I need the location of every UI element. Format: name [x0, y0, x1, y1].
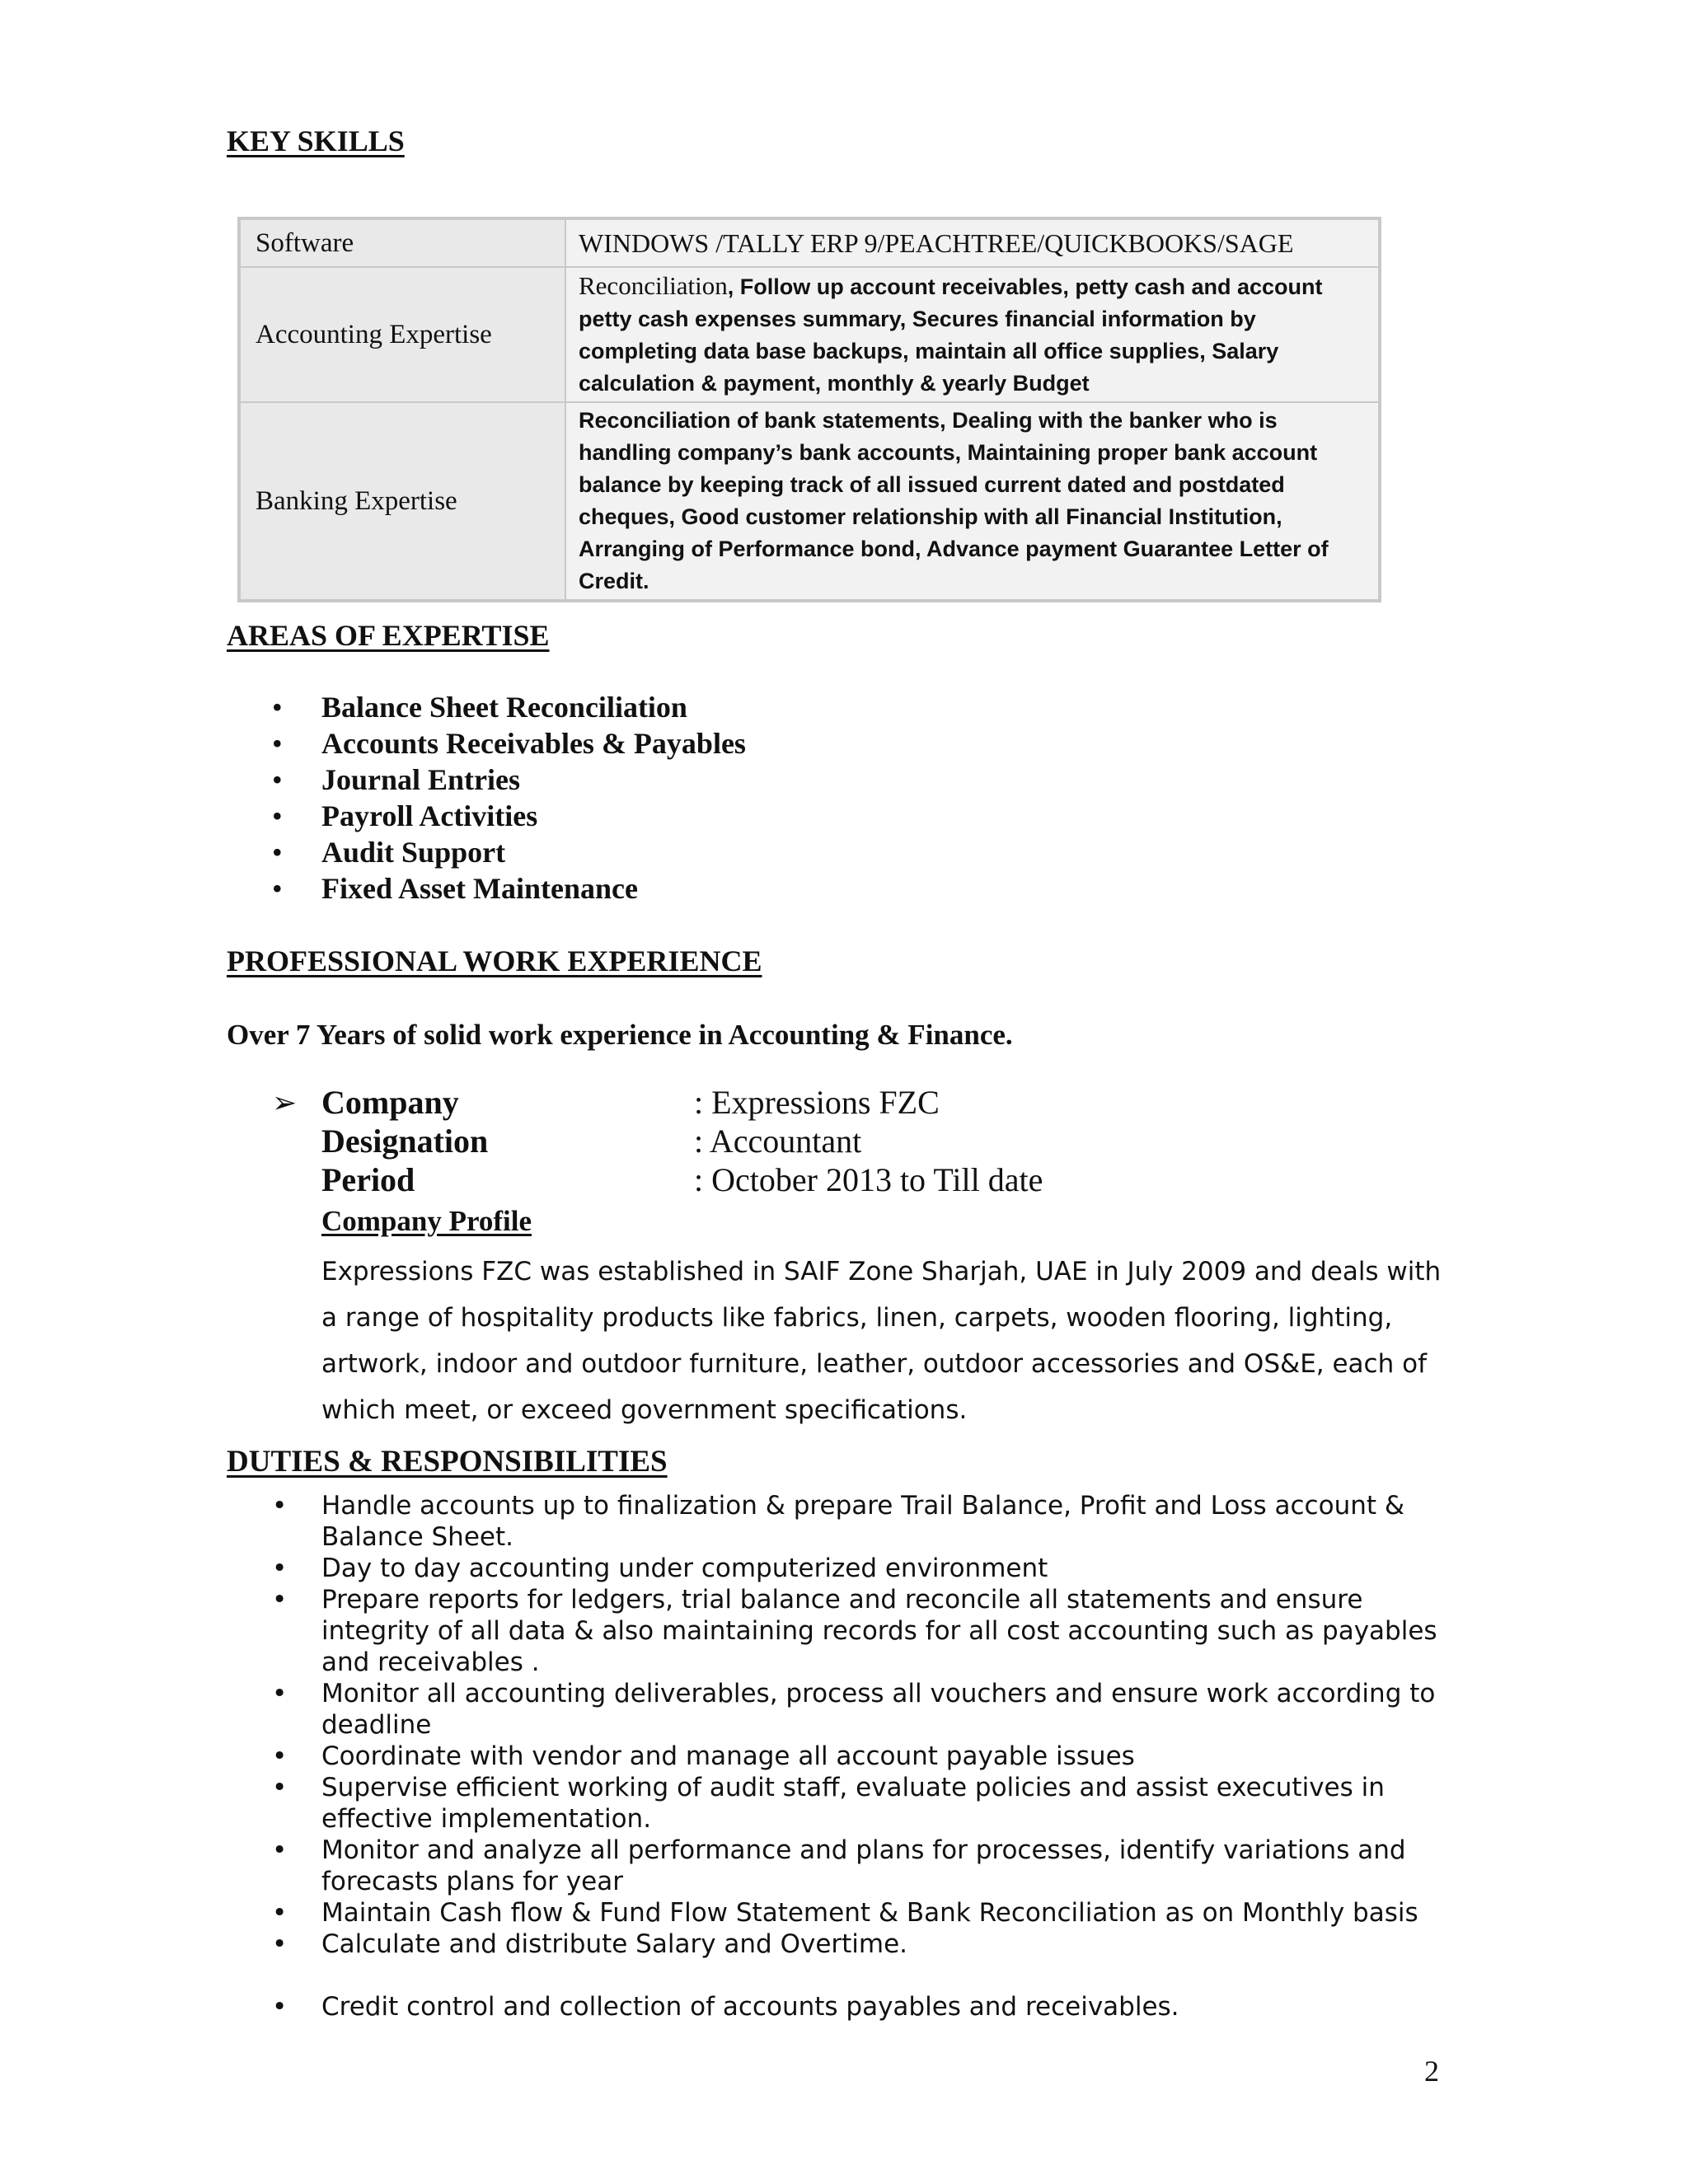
skill-value: Reconciliation of bank statements, Dealing with the banker who is handling company’s bank accounts, Maintaining proper bank account balance by keeping track of all issued current dated and postdated cheques, Good customer relationship with all Financial Institution, Arranging of Performance bond, Advance payment Guarantee Letter of Credit.: [565, 402, 1380, 601]
duties-list: [272, 1490, 1459, 2022]
skill-label: Banking Expertise: [239, 402, 565, 601]
skill-value: [565, 267, 1380, 402]
list-item: • Audit Support: [272, 834, 746, 870]
company-profile-text: Expressions FZC was established in SAIF Zone Sharjah, UAE in July 2009 and deals with a range of hospitality products like fabrics, linen, carpets, wooden flooring, lighting, artwork, indoor and outdoor furniture, leather, outdoor accessories and OS&E, each of which meet, or exceed government specifications.: [321, 1257, 1442, 1425]
experience-intro: Over 7 Years of solid work experience in Accounting & Finance.: [227, 1019, 1013, 1051]
table-row: [239, 402, 1380, 601]
skill-value: WINDOWS /TALLY ERP 9/PEACHTREE/QUICKBOOKS/SAGE: [565, 218, 1380, 267]
list-item: • Maintain Cash flow & Fund Flow Statement & Bank Reconciliation as on Monthly basis: [272, 1897, 1459, 1929]
skill-label: Software: [239, 218, 565, 267]
company-profile-title: Company Profile: [321, 1205, 532, 1237]
skill-value-lead: Reconciliation: [579, 271, 728, 300]
period-value: : October 2013 to Till date: [694, 1161, 1043, 1198]
list-item: • Journal Entries: [272, 762, 746, 798]
list-item: • Monitor all accounting deliverables, process all vouchers and ensure work according to deadline: [272, 1678, 1459, 1741]
designation-label: Designation: [321, 1122, 489, 1160]
skill-value-rest: , Follow up account receivables, petty cash and account petty cash expenses summary, Secures financial information by completing data base backups, maintain all office supplies, Salary calculation & payment, monthly & yearly Budget: [579, 274, 1323, 396]
list-item: • Fixed Asset Maintenance: [272, 870, 746, 907]
list-item: • Supervise efficient working of audit staff, evaluate policies and assist executives in effective implementation.: [272, 1772, 1459, 1835]
list-item: • Prepare reports for ledgers, trial balance and reconcile all statements and ensure integrity of all data & also maintaining records for all cost accounting such as payables and receivables .: [272, 1584, 1459, 1678]
designation-value: : Accountant: [694, 1122, 862, 1160]
table-row: [239, 218, 1380, 267]
list-item: • Handle accounts up to finalization & prepare Trail Balance, Profit and Loss account & Balance Sheet.: [272, 1490, 1459, 1553]
period-label: Period: [321, 1161, 415, 1198]
list-item: • Coordinate with vendor and manage all account payable issues: [272, 1741, 1459, 1772]
areas-list: [272, 689, 746, 907]
list-item: • Payroll Activities: [272, 798, 746, 834]
list-item: • Day to day accounting under computerized environment: [272, 1553, 1459, 1584]
experience-heading: PROFESSIONAL WORK EXPERIENCE: [227, 944, 762, 977]
table-row: [239, 267, 1380, 402]
list-item: • Monitor and analyze all performance and plans for processes, identify variations and forecasts plans for year: [272, 1835, 1459, 1897]
list-item: • Balance Sheet Reconciliation: [272, 689, 746, 725]
list-item: • Accounts Receivables & Payables: [272, 725, 746, 762]
areas-heading: AREAS OF EXPERTISE: [227, 619, 550, 652]
key-skills-table: [237, 217, 1381, 602]
page-number: 2: [1424, 2055, 1439, 2088]
arrow-bullet-icon: ➢: [272, 1086, 298, 1120]
duties-heading: DUTIES & RESPONSIBILITIES: [227, 1445, 668, 1479]
company-label: Company: [321, 1084, 459, 1121]
skill-label: Accounting Expertise: [239, 267, 565, 402]
company-value: : Expressions FZC: [694, 1084, 940, 1121]
list-item: • Calculate and distribute Salary and Overtime.: [272, 1929, 1459, 1960]
key-skills-heading: KEY SKILLS: [227, 124, 405, 157]
list-item: • Credit control and collection of accounts payables and receivables.: [272, 1991, 1459, 2022]
